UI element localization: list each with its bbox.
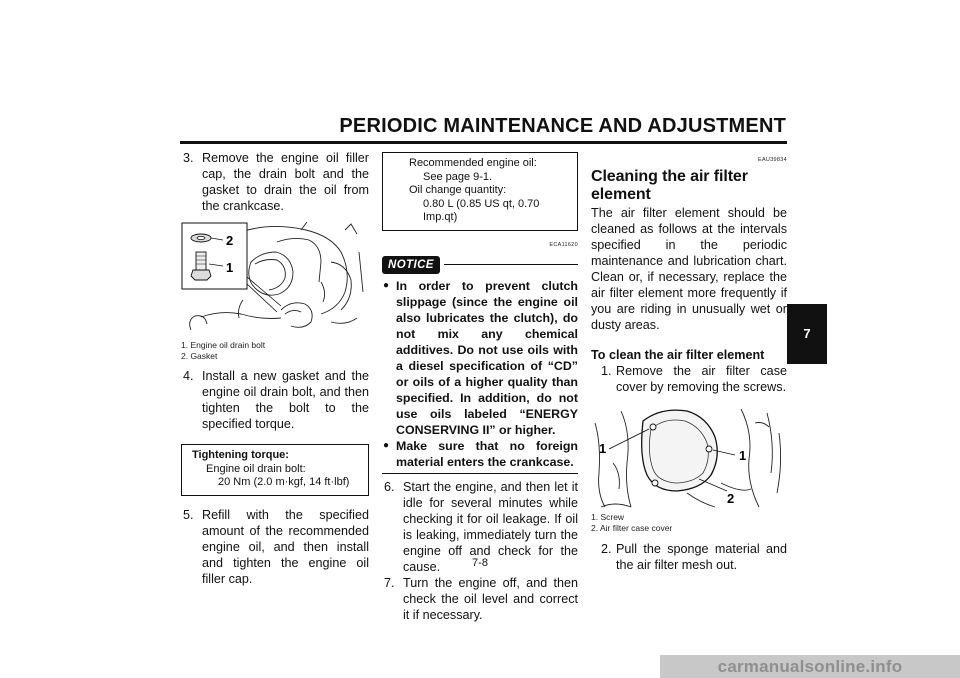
figure-caption: 1. Engine oil drain bolt [181, 340, 266, 350]
notice-body [382, 278, 578, 470]
spec-value: 20 Nm (2.0 m·kgf, 14 ft·lbf) [218, 476, 350, 488]
step-2 [591, 541, 787, 573]
spec-line: See page 9-1. [423, 170, 493, 183]
step-text: Start the engine, and then let it idle for several minutes while checking it for oil leakage. If oil is leaking, immediately turn the engine off and check for the cause. [403, 479, 578, 574]
left-column [181, 150, 369, 587]
figure-caption: 2. Air filter case cover [591, 523, 673, 533]
page-number: 7-8 [472, 557, 488, 569]
step-text: Install a new gasket and the engine oil drain bolt, and then tighten the bolt to the specified torque. [202, 369, 369, 431]
page-header-title: PERIODIC MAINTENANCE AND ADJUSTMENT [339, 115, 786, 137]
notice-bullet [382, 278, 578, 438]
notice-rule [444, 264, 578, 265]
notice-bullet [382, 438, 578, 470]
subheading: To clean the air filter element [591, 348, 765, 362]
callout-label-2: 2 [226, 233, 234, 248]
chapter-tab: 7 [787, 304, 827, 364]
spec-title: Tightening torque: [192, 449, 289, 461]
step-number: 4. [183, 369, 194, 383]
spec-title: Oil change quantity: [409, 184, 507, 196]
callout-label-1b: 1 [739, 448, 747, 463]
spec-value: 0.80 L (0.85 US qt, 0.70 Imp.qt) [423, 197, 540, 223]
step-1 [591, 363, 787, 395]
step-text: Refill with the specified amount of the recommended engine oil, and then install and tighten the engine oil filler cap. [202, 507, 369, 586]
reference-code: EAU39834 [757, 157, 787, 163]
section-title: Cleaning the air filter element [591, 168, 748, 203]
figure-caption: 1. Screw [591, 512, 625, 522]
callout-label-1a: 1 [599, 441, 607, 456]
spec-line: Engine oil drain bolt: [206, 462, 306, 475]
step-number: 3. [183, 151, 194, 165]
step-number: 6. [384, 479, 395, 494]
right-column [591, 152, 787, 573]
notice-header [382, 256, 578, 274]
step-5 [181, 507, 369, 587]
air-filter-illustration [591, 403, 787, 511]
bullet-dot-icon: ● [383, 439, 390, 451]
step-number: 2. [601, 542, 612, 556]
bullet-text: In order to prevent clutch slippage (since the engine oil also lubricates the clutch), do not mix any chemical additives. Do not use oils with a diesel specification of “CD” or oils of a higher quality than specified. In addition, do not use oils labeled “ENERGY CONSERVING II” or higher. [396, 278, 578, 437]
callout-label-2: 2 [727, 491, 735, 506]
step-3 [181, 150, 369, 214]
header-rule [180, 141, 787, 144]
spec-title: Recommended engine oil: [409, 157, 537, 169]
reference-code: ECA11620 [549, 241, 578, 248]
step-text: Pull the sponge material and the air filter mesh out. [616, 542, 787, 572]
step-number: 7. [384, 575, 395, 590]
middle-column [382, 152, 578, 623]
step-text: Remove the air filter case cover by removing the screws. [616, 364, 787, 394]
notice-badge: NOTICE [382, 256, 440, 274]
figure-caption: 2. Gasket [181, 351, 218, 361]
engine-oil-drain-figure [181, 222, 369, 336]
step-4 [181, 368, 369, 432]
tightening-torque-box [181, 444, 369, 496]
bullet-text: Make sure that no foreign material enters the crankcase. [396, 438, 578, 469]
step-7 [382, 575, 578, 623]
bullet-dot-icon: ● [383, 279, 390, 291]
engine-illustration [181, 222, 369, 336]
watermark: carmanualsonline.info [660, 655, 960, 678]
air-filter-figure [591, 403, 787, 511]
step-text: Remove the engine oil filler cap, the drain bolt and the gasket to drain the oil from the crankcase. [202, 151, 369, 213]
callout-label-1: 1 [226, 260, 234, 275]
intro-paragraph: The air filter element should be cleaned as follows at the intervals specified in the periodic maintenance and lubrication chart. Clean or, if necessary, replace the air filter element more frequently if you are riding in unusually wet or dusty areas. [591, 206, 787, 332]
step-number: 5. [183, 507, 194, 522]
notice-end-rule [382, 473, 578, 474]
recommended-oil-box [382, 152, 578, 231]
step-text: Turn the engine off, and then check the oil level and correct it if necessary. [403, 575, 578, 622]
step-number: 1. [601, 364, 612, 378]
